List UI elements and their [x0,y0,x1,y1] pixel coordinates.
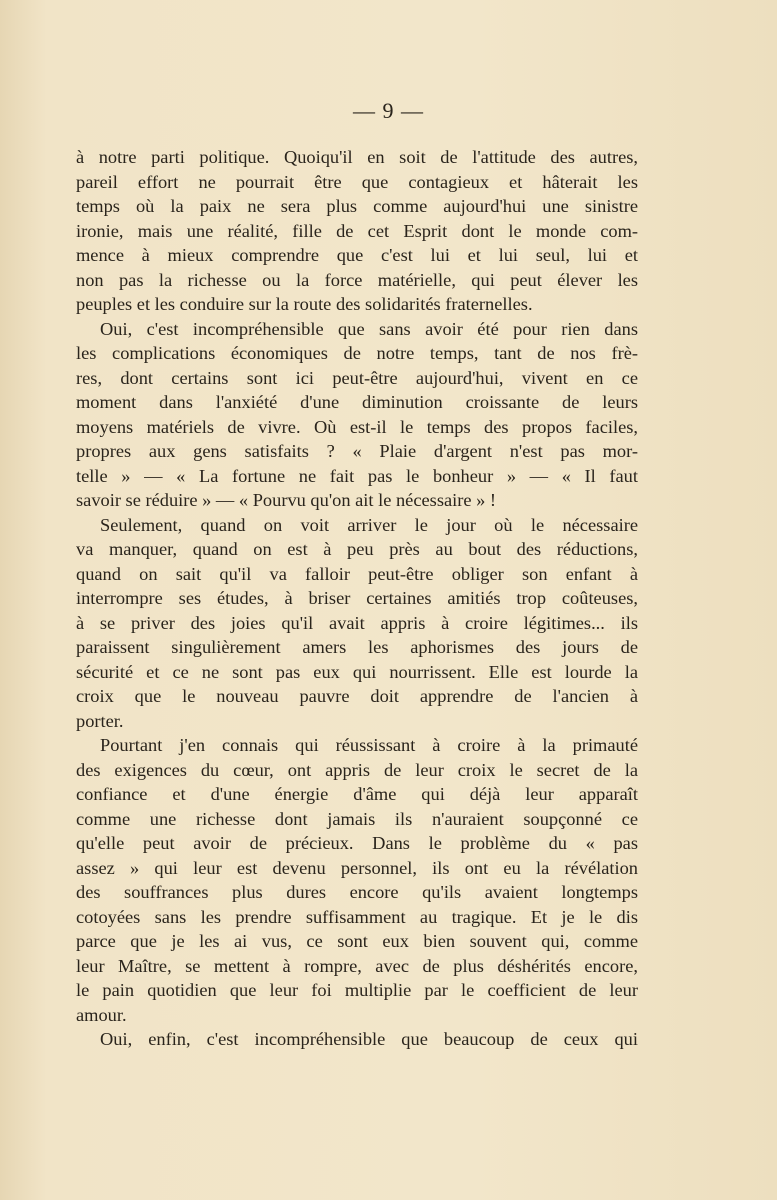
text-line: propres aux gens satisfaits ? « Plaie d'argent n'est pas mor- [76,441,638,461]
text-line: porter. [76,710,124,731]
text-line: Oui, enfin, c'est incompréhensible que beaucoup de ceux qui [100,1029,638,1049]
text-line: qu'elle peut avoir de précieux. Dans le problème du « pas [76,833,638,853]
text-line: mence à mieux comprendre que c'est lui et lui seul, lui et [76,245,638,265]
text-line: croix que le nouveau pauvre doit apprendre de l'ancien à [76,686,638,706]
text-line: à notre parti politique. Quoiqu'il en soit de l'attitude des autres, [76,147,638,167]
text-line: pareil effort ne pourrait être que contagieux et hâterait les [76,171,638,192]
text-line: à se priver des joies qu'il avait appris à croire légitimes... ils [76,612,638,633]
text-line: va manquer, quand on est à peu près au bout des réductions, [76,539,638,559]
text-line: interrompre ses études, à briser certaines amitiés trop coûteuses, [76,588,638,608]
text-line: cotoyées sans les prendre suffisamment au tragique. Et je le dis [76,906,638,927]
text-line: ironie, mais une réalité, fille de cet Esprit dont le monde com- [76,220,638,241]
text-line: moment dans l'anxiété d'une diminution croissante de leurs [76,392,638,412]
paragraph [76,145,638,317]
text-line: des souffrances plus dures encore qu'ils avaient longtemps [76,882,638,902]
text-line: quand on sait qu'il va falloir peut-être obliger son enfant à [76,563,638,584]
paragraph [76,317,638,513]
paragraph [76,513,638,734]
text-line: parce que je les ai vus, ce sont eux bien souvent qui, comme [76,931,638,951]
text-line: res, dont certains sont ici peut-être aujourd'hui, vivent en ce [76,367,638,388]
text-line: leur Maître, se mettent à rompre, avec de plus déshérités encore, [76,955,638,976]
text-line: moyens matériels de vivre. Où est-il le temps des propos faciles, [76,416,638,437]
text-line: confiance et d'une énergie d'âme qui déjà leur apparaît [76,784,638,804]
text-line: temps où la paix ne sera plus comme aujourd'hui une sinistre [76,196,638,216]
text-line: telle » — « La fortune ne fait pas le bonheur » — « Il faut [76,465,638,486]
paragraph [76,733,638,1027]
text-line: peuples et les conduire sur la route des solidarités fraternelles. [76,294,533,314]
text-line: assez » qui leur est devenu personnel, ils ont eu la révélation [76,857,638,878]
text-line: comme une richesse dont jamais ils n'auraient soupçonné ce [76,808,638,829]
text-line: Pourtant j'en connais qui réussissant à croire à la primauté [100,735,638,755]
text-line: des exigences du cœur, ont appris de leur croix le secret de la [76,759,638,780]
text-line: amour. [76,1004,127,1025]
body-text [76,145,638,1052]
text-line: le pain quotidien que leur foi multiplie par le coefficient de leur [76,980,638,1000]
page-number: — 9 — [353,98,424,123]
text-line: savoir se réduire » — « Pourvu qu'on ait le nécessaire » ! [76,490,497,510]
text-line: paraissent singulièrement amers les aphorismes des jours de [76,637,638,657]
text-line: les complications économiques de notre temps, tant de nos frè- [76,343,638,363]
text-line: Seulement, quand on voit arriver le jour où le nécessaire [100,514,638,535]
text-line: non pas la richesse ou la force matérielle, qui peut élever les [76,269,638,290]
text-line: sécurité et ce ne sont pas eux qui nourrissent. Elle est lourde la [76,661,638,682]
text-line: Oui, c'est incompréhensible que sans avoir été pour rien dans [100,318,638,339]
paragraph [76,1027,638,1052]
